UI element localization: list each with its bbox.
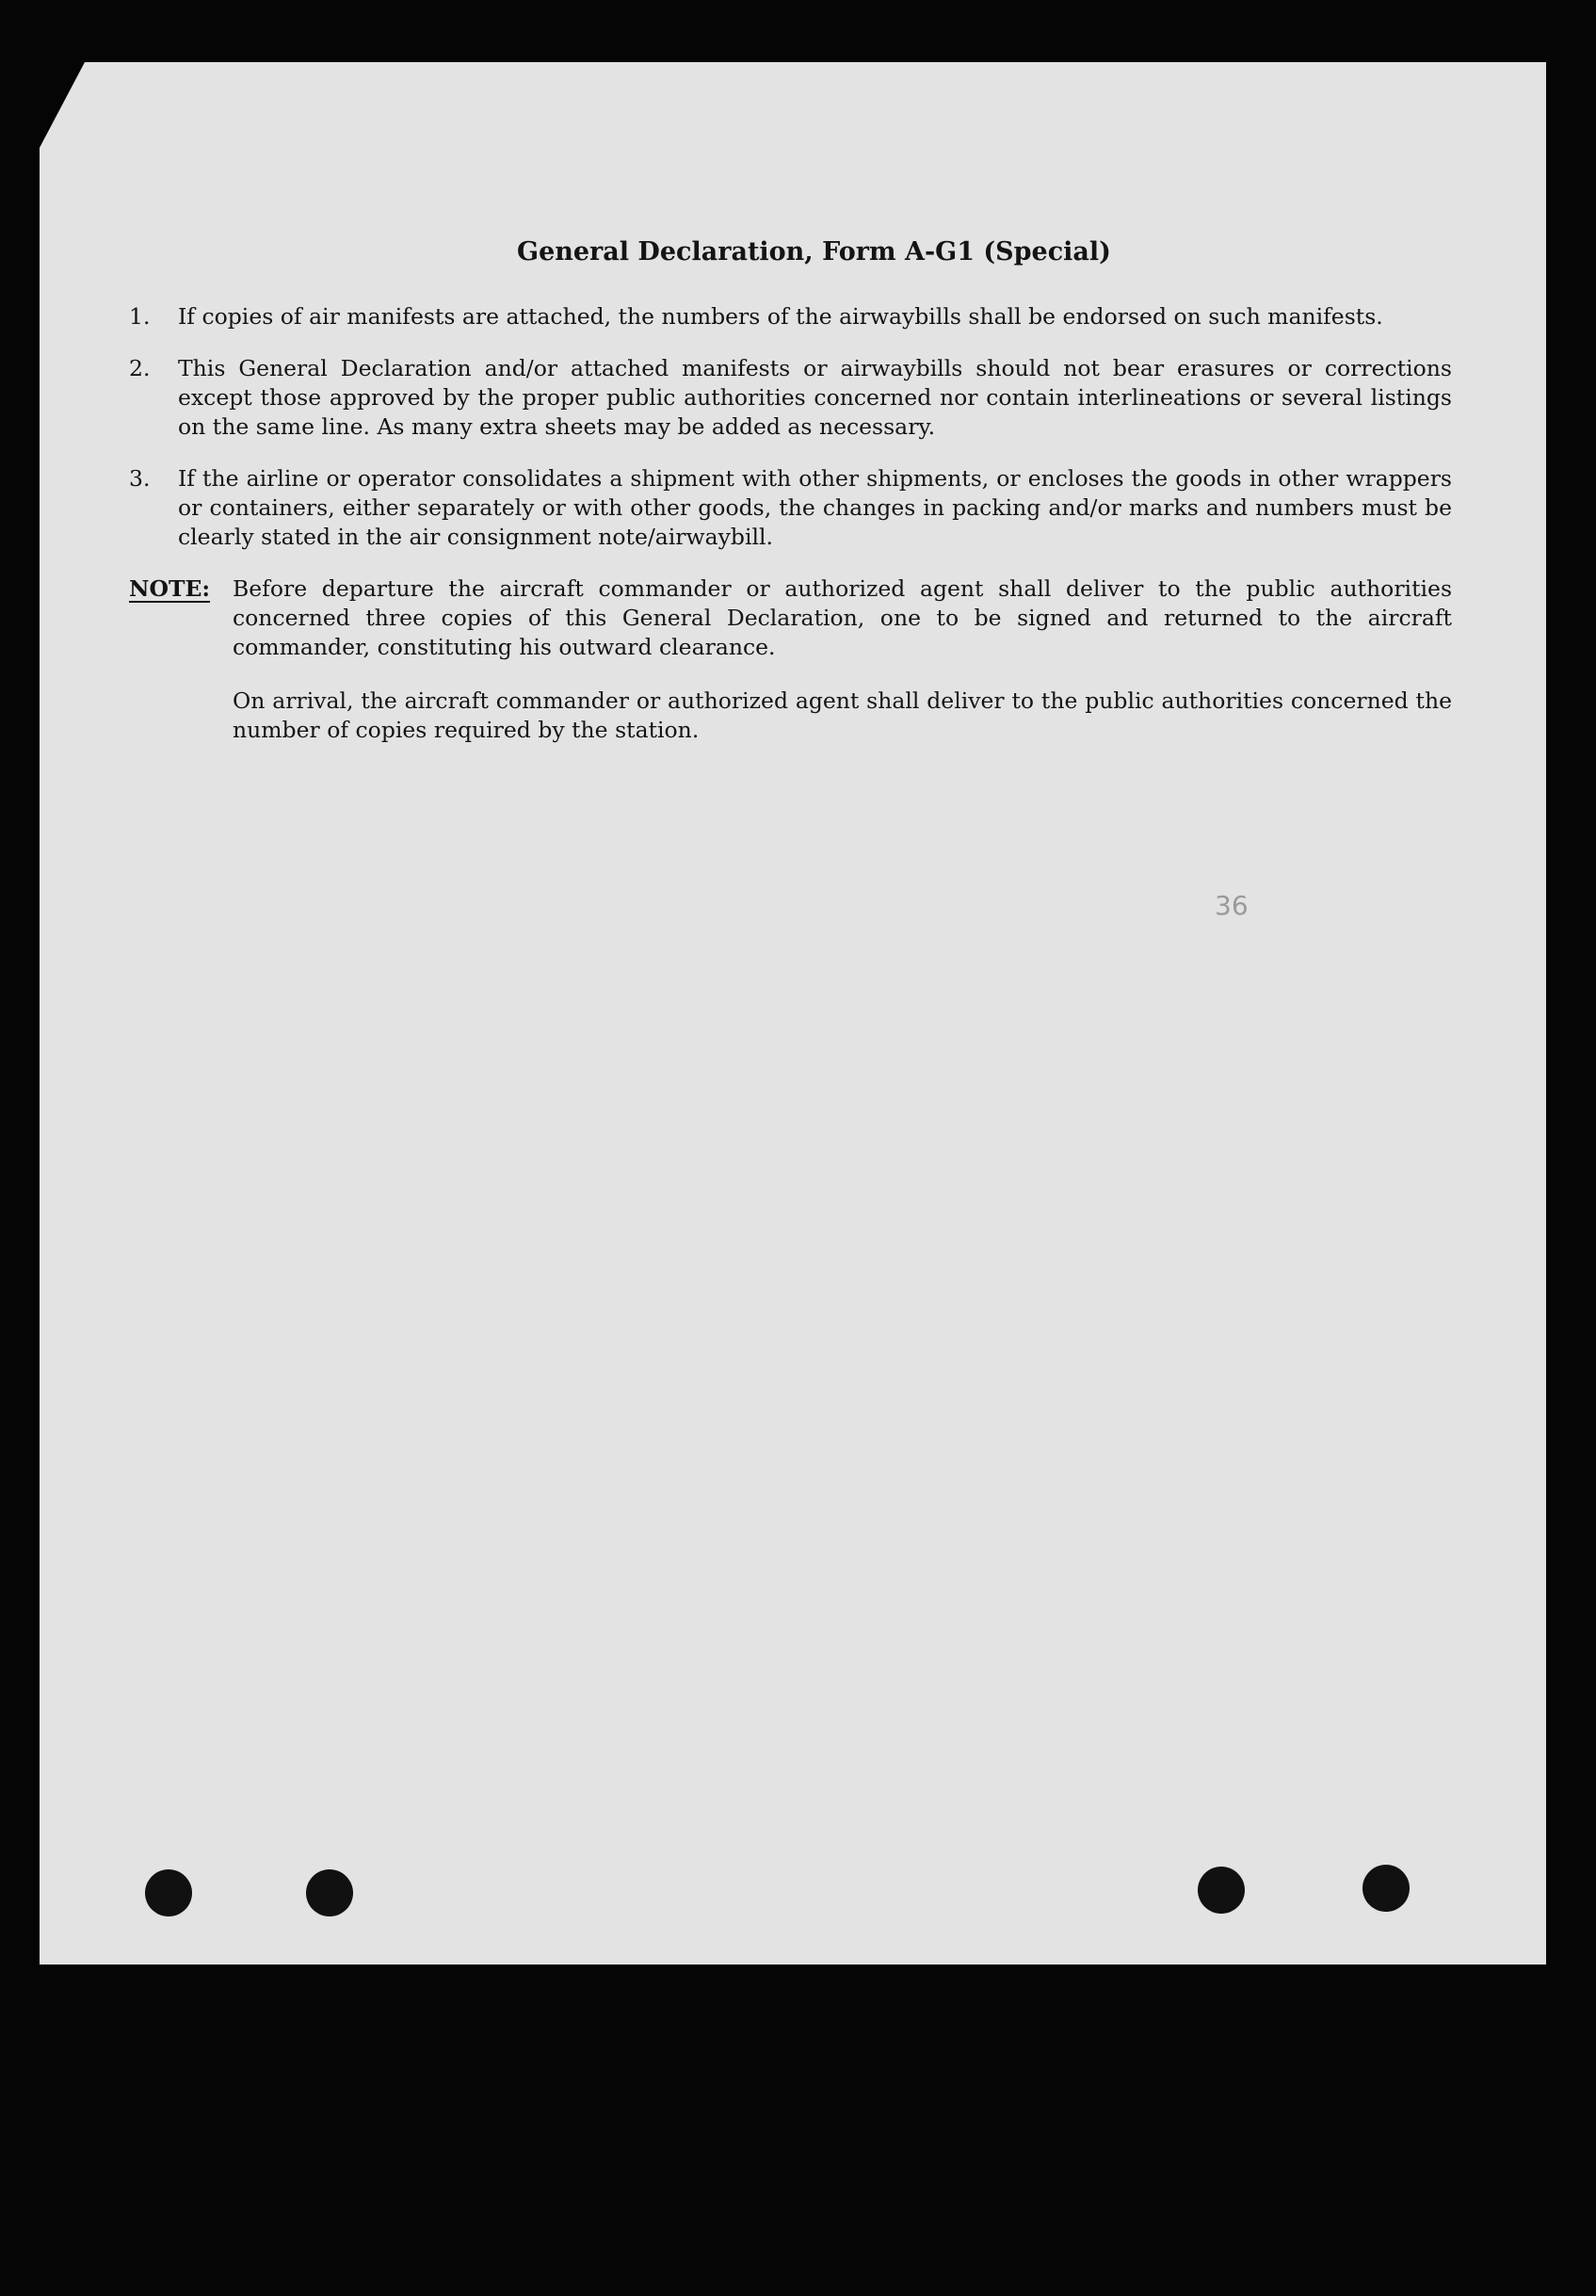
item-text: If copies of air manifests are attached, the numbers of the airwaybills shall be endorsed on such manifests. — [178, 303, 1383, 330]
item-text: If the airline or operator consolidates a shipment with other shipments, or encloses the goods in other wrappers or containers, either separately or with other goods, the changes in packing and/or marks and numbers must be clearly stated in the air consignment note/airwaybill. — [178, 465, 1452, 550]
list-item — [129, 354, 1452, 442]
note-label: NOTE: — [129, 575, 211, 602]
item-text: This General Declaration and/or attached manifests or airwaybills should not bear erasures or corrections except those approved by the proper public authorities concerned nor contain interlineations or several listings on the same line. As many extra sheets may be added as necessary. — [178, 355, 1452, 440]
note-section — [129, 574, 1452, 769]
note-body — [233, 574, 1452, 769]
punch-hole-icon — [1198, 1867, 1245, 1914]
item-number: 2. — [129, 355, 151, 381]
stray-mark: 36 — [1215, 890, 1249, 921]
list-item — [129, 302, 1452, 331]
page-title: General Declaration, Form A-G1 (Special) — [517, 237, 1111, 267]
punch-hole-icon — [145, 1869, 192, 1916]
punch-hole-icon — [306, 1869, 353, 1916]
list-item — [129, 464, 1452, 552]
declaration-content — [129, 237, 1452, 769]
note-paragraph: On arrival, the aircraft commander or authorized agent shall deliver to the public authorities concerned the number of copies required by the station. — [233, 687, 1452, 743]
note-paragraph: Before departure the aircraft commander or authorized agent shall deliver to the public authorities concerned three copies of this General Declaration, one to be signed and returned to the aircraft commander, constituting his outward clearance. — [233, 575, 1452, 660]
punch-hole-icon — [1362, 1865, 1410, 1912]
item-number: 3. — [129, 465, 151, 492]
item-number: 1. — [129, 303, 151, 330]
